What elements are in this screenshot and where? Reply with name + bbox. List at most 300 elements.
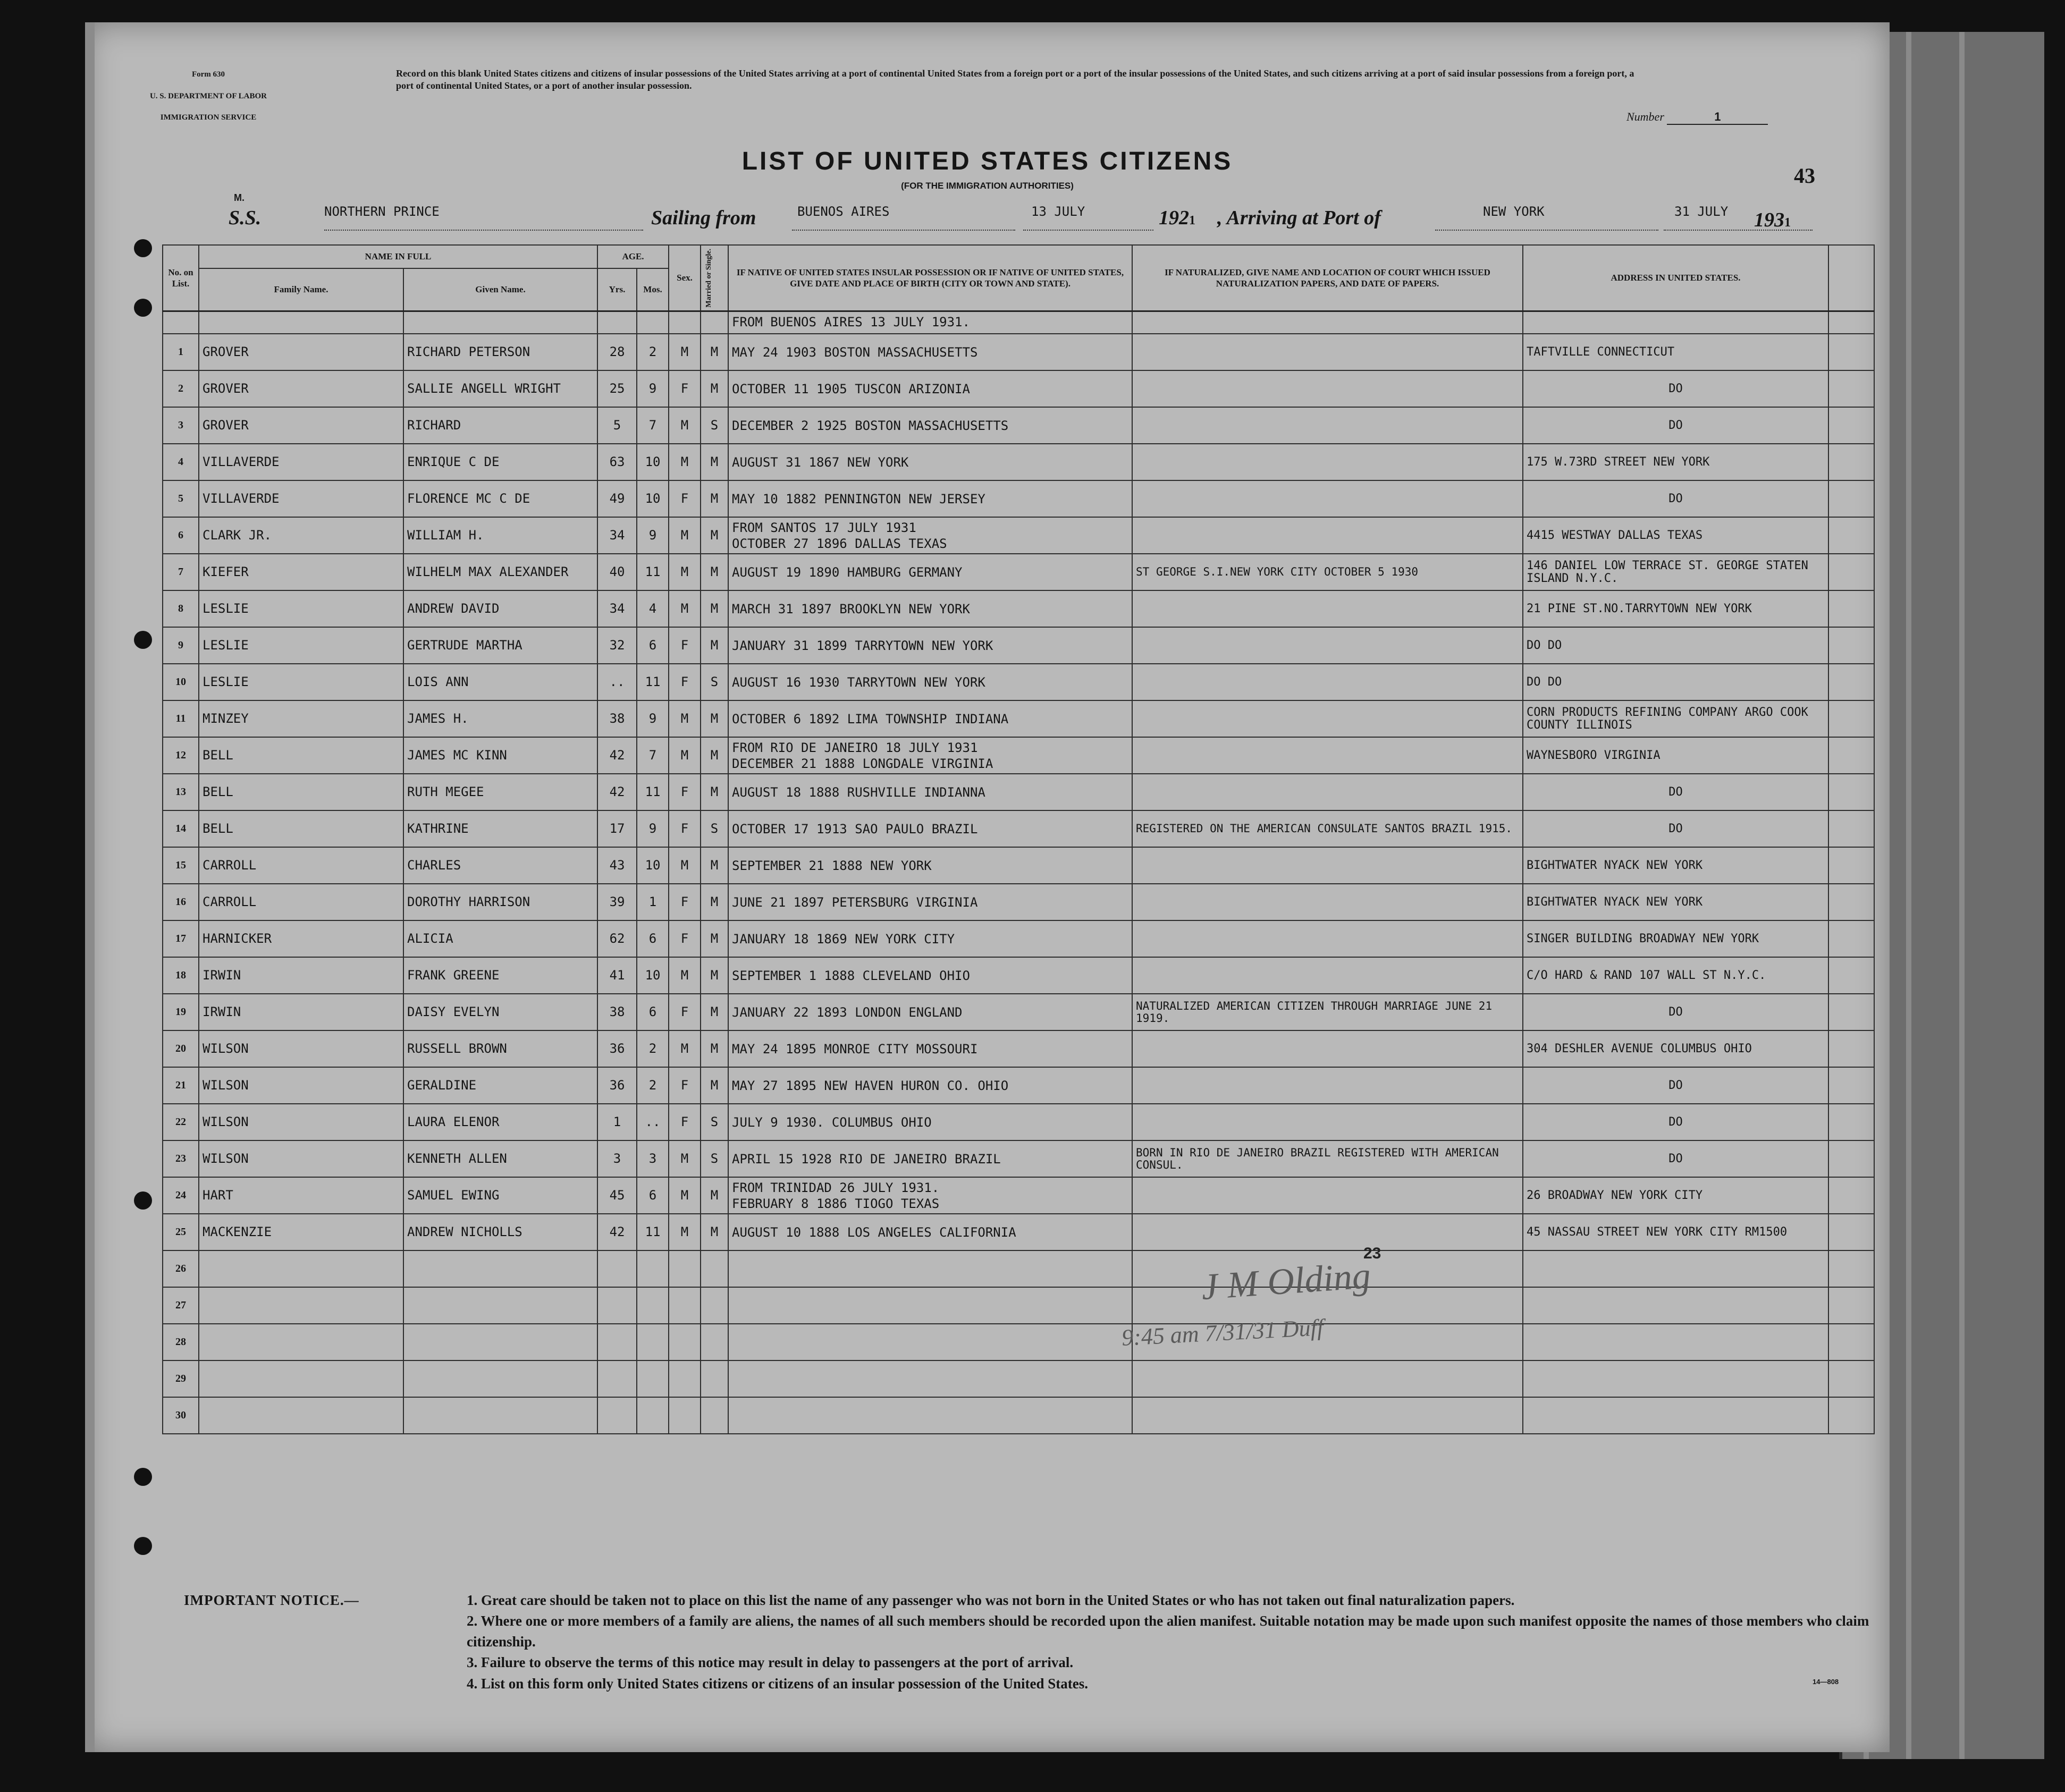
- naturalization: [1132, 444, 1523, 480]
- blank-cell: [1828, 774, 1874, 810]
- col-married: [701, 245, 728, 311]
- page-edge: [1906, 32, 1911, 1759]
- marital-status: M: [701, 700, 728, 737]
- age-years: 25: [597, 370, 637, 407]
- age-months: 9: [637, 517, 669, 554]
- binding-hole: [134, 631, 152, 649]
- age-months: 7: [637, 737, 669, 774]
- naturalization: REGISTERED ON THE AMERICAN CONSULATE SANTOS BRAZIL 1915.: [1132, 810, 1523, 847]
- passenger-row: [163, 664, 1874, 700]
- marital-status: M: [701, 627, 728, 664]
- row-number: 4: [163, 444, 199, 480]
- passenger-row: [163, 1140, 1874, 1177]
- birth-cell: [728, 810, 1132, 847]
- passenger-row: [163, 480, 1874, 517]
- family-name: BELL: [199, 774, 403, 810]
- blank-cell: [1828, 1324, 1874, 1360]
- birth-cell: [728, 700, 1132, 737]
- given-name: [403, 1250, 597, 1287]
- age-years: 36: [597, 1067, 637, 1104]
- row-number: 2: [163, 370, 199, 407]
- age-years: 3: [597, 1140, 637, 1177]
- blank-cell: [1828, 1214, 1874, 1250]
- age-months: 10: [637, 480, 669, 517]
- birth-date-place: OCTOBER 27 1896 DALLAS TEXAS: [732, 536, 947, 551]
- birth-cell: [728, 1214, 1132, 1250]
- sex: F: [669, 1067, 701, 1104]
- row-number: 21: [163, 1067, 199, 1104]
- col-married-label: Married or Single.: [705, 248, 713, 308]
- marital-status: M: [701, 994, 728, 1030]
- sailing-date: 13 JULY: [1031, 204, 1085, 219]
- blank-cell: [1828, 810, 1874, 847]
- sex: M: [669, 517, 701, 554]
- family-name: MINZEY: [199, 700, 403, 737]
- blank-cell: [1828, 1397, 1874, 1434]
- birth-cell: [728, 517, 1132, 554]
- birth-date-place: JANUARY 22 1893 LONDON ENGLAND: [732, 1004, 963, 1020]
- birth-cell: [728, 480, 1132, 517]
- age-months: [637, 1397, 669, 1434]
- row-number: 6: [163, 517, 199, 554]
- row-number: 10: [163, 664, 199, 700]
- address: DO DO: [1523, 627, 1828, 664]
- address: CORN PRODUCTS REFINING COMPANY ARGO COOK COUNTY ILLINOIS: [1523, 700, 1828, 737]
- family-name: IRWIN: [199, 994, 403, 1030]
- blank-cell: [1828, 444, 1874, 480]
- blank-cell: [1828, 370, 1874, 407]
- given-name: GERALDINE: [403, 1067, 597, 1104]
- sailing-year: [1159, 206, 1195, 230]
- sex: [669, 1287, 701, 1324]
- row-number: 1: [163, 334, 199, 370]
- binding-hole: [134, 239, 152, 257]
- family-name: [199, 1360, 403, 1397]
- ms-prefix: M.: [234, 192, 245, 203]
- marital-status: M: [701, 920, 728, 957]
- birth-date-place: FEBRUARY 8 1886 TIOGO TEXAS: [732, 1196, 940, 1211]
- naturalization: [1132, 1397, 1523, 1434]
- given-name: WILLIAM H.: [403, 517, 597, 554]
- age-years: 32: [597, 627, 637, 664]
- naturalization: [1132, 517, 1523, 554]
- sailing-from-label: Sailing from: [651, 207, 756, 229]
- birth-cell: [728, 444, 1132, 480]
- blank-cell: [1828, 590, 1874, 627]
- marital-status: M: [701, 444, 728, 480]
- marital-status: M: [701, 480, 728, 517]
- birth-date-place: MARCH 31 1897 BROOKLYN NEW YORK: [732, 601, 970, 616]
- marital-status: S: [701, 664, 728, 700]
- marital-status: M: [701, 847, 728, 884]
- blank-cell: [1828, 1177, 1874, 1214]
- birth-cell: [728, 664, 1132, 700]
- age-years: 49: [597, 480, 637, 517]
- notice-heading: IMPORTANT NOTICE.—: [184, 1592, 359, 1608]
- blank-cell: [1828, 920, 1874, 957]
- address: WAYNESBORO VIRGINIA: [1523, 737, 1828, 774]
- arrival-port: NEW YORK: [1483, 204, 1545, 219]
- binding-hole: [134, 1537, 152, 1555]
- marital-status: [701, 1360, 728, 1397]
- sex: F: [669, 884, 701, 920]
- passenger-row: [163, 407, 1874, 444]
- family-name: VILLAVERDE: [199, 444, 403, 480]
- given-name: ANDREW DAVID: [403, 590, 597, 627]
- marital-status: M: [701, 774, 728, 810]
- form-number: Form 630: [191, 70, 225, 79]
- notice-item-1-text: 1. Great care should be taken not to place on this list the name of any passenger who was not born in the United States or who has not taken out final naturalization papers.: [467, 1592, 1515, 1608]
- blank-cell: [1828, 554, 1874, 590]
- family-name: BELL: [199, 737, 403, 774]
- address: 4415 WESTWAY DALLAS TEXAS: [1523, 517, 1828, 554]
- port-note: FROM SANTOS 17 JULY 1931: [732, 520, 916, 535]
- age-years: 40: [597, 554, 637, 590]
- passenger-row: [163, 1030, 1874, 1067]
- given-name: FLORENCE MC C DE: [403, 480, 597, 517]
- family-name: BELL: [199, 810, 403, 847]
- passenger-row: [163, 554, 1874, 590]
- passenger-row: [163, 700, 1874, 737]
- naturalization: BORN IN RIO DE JANEIRO BRAZIL REGISTERED WITH AMERICAN CONSUL.: [1132, 1140, 1523, 1177]
- col-family-name: Family Name.: [199, 268, 403, 311]
- given-name: CHARLES: [403, 847, 597, 884]
- age-years: 39: [597, 884, 637, 920]
- passenger-row: [163, 994, 1874, 1030]
- sex: M: [669, 407, 701, 444]
- naturalization: [1132, 957, 1523, 994]
- family-name: VILLAVERDE: [199, 480, 403, 517]
- birth-date-place: AUGUST 10 1888 LOS ANGELES CALIFORNIA: [732, 1224, 1016, 1240]
- sex: F: [669, 1104, 701, 1140]
- birth-date-place: MAY 10 1882 PENNINGTON NEW JERSEY: [732, 491, 985, 506]
- sex: M: [669, 1177, 701, 1214]
- naturalization: [1132, 1067, 1523, 1104]
- given-name: ANDREW NICHOLLS: [403, 1214, 597, 1250]
- age-years: 5: [597, 407, 637, 444]
- ship-name: NORTHERN PRINCE: [324, 204, 440, 219]
- row-number: 3: [163, 407, 199, 444]
- birth-cell: [728, 1177, 1132, 1214]
- marital-status: M: [701, 1214, 728, 1250]
- given-name: GERTRUDE MARTHA: [403, 627, 597, 664]
- birth-cell: [728, 554, 1132, 590]
- stamp-number: 23: [1363, 1245, 1381, 1262]
- sex: M: [669, 1140, 701, 1177]
- marital-status: M: [701, 957, 728, 994]
- given-name: ENRIQUE C DE: [403, 444, 597, 480]
- blank-cell: [1828, 994, 1874, 1030]
- col-sex: Sex.: [669, 245, 701, 311]
- address: 21 PINE ST.NO.TARRYTOWN NEW YORK: [1523, 590, 1828, 627]
- birth-date-place: AUGUST 16 1930 TARRYTOWN NEW YORK: [732, 674, 985, 690]
- passenger-row: [163, 774, 1874, 810]
- binding-hole: [134, 299, 152, 317]
- row-number: 26: [163, 1250, 199, 1287]
- col-address: ADDRESS IN UNITED STATES.: [1523, 245, 1828, 311]
- naturalization: [1132, 627, 1523, 664]
- notice-item-4: 4. List on this form only United States citizens or citizens of an insular possession of the United States.: [467, 1675, 1089, 1692]
- marital-status: M: [701, 737, 728, 774]
- naturalization: ST GEORGE S.I.NEW YORK CITY OCTOBER 5 1930: [1132, 554, 1523, 590]
- col-name-in-full: NAME IN FULL: [199, 245, 597, 268]
- arrival-year-prefix: 193: [1754, 209, 1784, 231]
- birth-date-place: DECEMBER 2 1925 BOSTON MASSACHUSETTS: [732, 418, 1009, 433]
- address: DO DO: [1523, 664, 1828, 700]
- blank-cell: [1828, 1104, 1874, 1140]
- given-name: [403, 1324, 597, 1360]
- passenger-row: [163, 370, 1874, 407]
- passenger-row: [163, 1250, 1874, 1287]
- birth-cell: [728, 590, 1132, 627]
- binding-hole: [134, 1191, 152, 1210]
- blank-cell: [1828, 1067, 1874, 1104]
- naturalization: [1132, 1360, 1523, 1397]
- marital-status: M: [701, 590, 728, 627]
- age-years: [597, 1397, 637, 1434]
- given-name: SAMUEL EWING: [403, 1177, 597, 1214]
- family-name: [199, 1397, 403, 1434]
- col-naturalized: IF NATURALIZED, GIVE NAME AND LOCATION OF COURT WHICH ISSUED NATURALIZATION PAPERS, AND DATE OF PAPERS.: [1132, 245, 1523, 311]
- address: [1523, 1360, 1828, 1397]
- passenger-table: [162, 244, 1875, 1434]
- address: [1523, 1287, 1828, 1324]
- address: 45 NASSAU STREET NEW YORK CITY RM1500: [1523, 1214, 1828, 1250]
- age-years: 63: [597, 444, 637, 480]
- sex: F: [669, 370, 701, 407]
- sex: [669, 1250, 701, 1287]
- family-name: CLARK JR.: [199, 517, 403, 554]
- age-months: 2: [637, 1030, 669, 1067]
- age-years: 62: [597, 920, 637, 957]
- passenger-row: [163, 1287, 1874, 1324]
- row-number: 24: [163, 1177, 199, 1214]
- age-months: 10: [637, 847, 669, 884]
- address: 146 DANIEL LOW TERRACE ST. GEORGE STATEN ISLAND N.Y.C.: [1523, 554, 1828, 590]
- marital-status: S: [701, 1104, 728, 1140]
- marital-status: M: [701, 1177, 728, 1214]
- family-name: GROVER: [199, 407, 403, 444]
- address: TAFTVILLE CONNECTICUT: [1523, 334, 1828, 370]
- age-months: 6: [637, 627, 669, 664]
- col-no: No. on List.: [163, 245, 199, 311]
- blank-cell: [1828, 1030, 1874, 1067]
- sex: M: [669, 444, 701, 480]
- age-years: 38: [597, 994, 637, 1030]
- marital-status: [701, 1397, 728, 1434]
- family-name: GROVER: [199, 334, 403, 370]
- col-age: AGE.: [597, 245, 669, 268]
- age-months: [637, 1250, 669, 1287]
- manifest-sheet: [85, 22, 1890, 1752]
- family-name: CARROLL: [199, 884, 403, 920]
- birth-date-place: OCTOBER 17 1913 SAO PAULO BRAZIL: [732, 821, 978, 836]
- port-note: FROM RIO DE JANEIRO 18 JULY 1931: [732, 740, 978, 755]
- given-name: JAMES MC KINN: [403, 737, 597, 774]
- passenger-row: [163, 444, 1874, 480]
- family-name: HARNICKER: [199, 920, 403, 957]
- sex: F: [669, 774, 701, 810]
- col-yrs: Yrs.: [597, 268, 637, 311]
- row-number: 8: [163, 590, 199, 627]
- naturalization: [1132, 334, 1523, 370]
- sex: F: [669, 480, 701, 517]
- family-name: WILSON: [199, 1067, 403, 1104]
- row-number: 28: [163, 1324, 199, 1360]
- address: DO: [1523, 370, 1828, 407]
- address: 304 DESHLER AVENUE COLUMBUS OHIO: [1523, 1030, 1828, 1067]
- age-years: [597, 1360, 637, 1397]
- form-code: 14—808: [1813, 1678, 1839, 1686]
- sex: M: [669, 700, 701, 737]
- given-name: LAURA ELENOR: [403, 1104, 597, 1140]
- address: [1523, 1324, 1828, 1360]
- birth-cell: [728, 1104, 1132, 1140]
- birth-cell: [728, 627, 1132, 664]
- passenger-row: [163, 847, 1874, 884]
- naturalization: [1132, 700, 1523, 737]
- given-name: FRANK GREENE: [403, 957, 597, 994]
- age-years: [597, 1287, 637, 1324]
- sailing-port-line: [792, 230, 1015, 231]
- naturalization: [1132, 407, 1523, 444]
- row-number: 20: [163, 1030, 199, 1067]
- age-months: 9: [637, 810, 669, 847]
- blank-cell: [1828, 737, 1874, 774]
- given-name: RUTH MEGEE: [403, 774, 597, 810]
- age-years: 17: [597, 810, 637, 847]
- sex: M: [669, 847, 701, 884]
- given-name: SALLIE ANGELL WRIGHT: [403, 370, 597, 407]
- col-blank: [1828, 245, 1874, 311]
- passenger-row: [163, 810, 1874, 847]
- binding-hole: [134, 1468, 152, 1486]
- birth-date-place: OCTOBER 6 1892 LIMA TOWNSHIP INDIANA: [732, 711, 1009, 726]
- family-name: HART: [199, 1177, 403, 1214]
- age-months: 11: [637, 664, 669, 700]
- given-name: RICHARD PETERSON: [403, 334, 597, 370]
- row-number: 11: [163, 700, 199, 737]
- passenger-row: [163, 1104, 1874, 1140]
- age-months: 9: [637, 370, 669, 407]
- arrival-date: 31 JULY: [1674, 204, 1729, 219]
- birth-cell: [728, 334, 1132, 370]
- given-name: DOROTHY HARRISON: [403, 884, 597, 920]
- birth-date-place: DECEMBER 21 1888 LONGDALE VIRGINIA: [732, 756, 993, 771]
- age-years: 45: [597, 1177, 637, 1214]
- birth-cell: [728, 1140, 1132, 1177]
- given-name: JAMES H.: [403, 700, 597, 737]
- address: DO: [1523, 1140, 1828, 1177]
- first-port-note: FROM BUENOS AIRES 13 JULY 1931.: [728, 311, 1132, 334]
- blank-cell: [1828, 884, 1874, 920]
- age-months: 3: [637, 1140, 669, 1177]
- form-identifier: [134, 58, 283, 134]
- document-subtitle: (FOR THE IMMIGRATION AUTHORITIES): [901, 181, 1074, 191]
- family-name: [199, 1324, 403, 1360]
- family-name: [199, 1250, 403, 1287]
- family-name: WILSON: [199, 1140, 403, 1177]
- passenger-row: [163, 1397, 1874, 1434]
- passenger-row: [163, 1360, 1874, 1397]
- sex: [669, 1324, 701, 1360]
- given-name: KENNETH ALLEN: [403, 1140, 597, 1177]
- sex: F: [669, 920, 701, 957]
- col-birth: IF NATIVE OF UNITED STATES INSULAR POSSESSION OR IF NATIVE OF UNITED STATES, GIVE DATE AND PLACE OF BIRTH (CITY OR TOWN AND STATE).: [728, 245, 1132, 311]
- given-name: KATHRINE: [403, 810, 597, 847]
- sex: F: [669, 994, 701, 1030]
- birth-cell: [728, 1324, 1132, 1360]
- sex: F: [669, 627, 701, 664]
- age-years: 42: [597, 737, 637, 774]
- birth-date-place: MAY 24 1903 BOSTON MASSACHUSETTS: [732, 344, 978, 360]
- birth-date-place: JULY 9 1930. COLUMBUS OHIO: [732, 1114, 932, 1130]
- age-months: 6: [637, 994, 669, 1030]
- marital-status: [701, 1324, 728, 1360]
- notice-item-2: 2. Where one or more members of a family are aliens, the names of all such members should be recorded upon the alien manifest. Suitable notation may be made upon such manifest opposite the names of those members who claim citizenship.: [467, 1613, 1869, 1650]
- row-number: 9: [163, 627, 199, 664]
- family-name: LESLIE: [199, 664, 403, 700]
- birth-cell: [728, 1360, 1132, 1397]
- sex: [669, 1360, 701, 1397]
- blank-cell: [1828, 957, 1874, 994]
- notice-item-1: [184, 1590, 1874, 1611]
- birth-cell: [728, 1250, 1132, 1287]
- port-note: FROM TRINIDAD 26 JULY 1931.: [732, 1180, 940, 1195]
- age-years: 36: [597, 1030, 637, 1067]
- age-years: 42: [597, 774, 637, 810]
- address: DO: [1523, 1104, 1828, 1140]
- age-years: ..: [597, 664, 637, 700]
- col-given-name: Given Name.: [403, 268, 597, 311]
- naturalization: [1132, 370, 1523, 407]
- given-name: [403, 1287, 597, 1324]
- sex: M: [669, 590, 701, 627]
- passenger-row: [163, 590, 1874, 627]
- age-months: 2: [637, 334, 669, 370]
- age-years: 28: [597, 334, 637, 370]
- birth-date-place: OCTOBER 11 1905 TUSCON ARIZONIA: [732, 381, 970, 396]
- address: C/O HARD & RAND 107 WALL ST N.Y.C.: [1523, 957, 1828, 994]
- age-years: [597, 1324, 637, 1360]
- naturalization: NATURALIZED AMERICAN CITIZEN THROUGH MARRIAGE JUNE 21 1919.: [1132, 994, 1523, 1030]
- first-port-row: [163, 311, 1874, 334]
- age-months: 11: [637, 1214, 669, 1250]
- naturalization: [1132, 847, 1523, 884]
- arriving-label: , Arriving at Port of: [1217, 207, 1381, 229]
- family-name: LESLIE: [199, 590, 403, 627]
- marital-status: [701, 1250, 728, 1287]
- passenger-row: [163, 1324, 1874, 1360]
- department-name: U. S. DEPARTMENT OF LABOR: [149, 91, 267, 100]
- marital-status: S: [701, 1140, 728, 1177]
- arrival-year: [1754, 208, 1791, 232]
- age-months: 11: [637, 554, 669, 590]
- given-name: WILHELM MAX ALEXANDER: [403, 554, 597, 590]
- family-name: MACKENZIE: [199, 1214, 403, 1250]
- address: DO: [1523, 810, 1828, 847]
- sex: F: [669, 664, 701, 700]
- naturalization: [1132, 1214, 1523, 1250]
- birth-cell: [728, 737, 1132, 774]
- marital-status: M: [701, 370, 728, 407]
- birth-date-place: JANUARY 18 1869 NEW YORK CITY: [732, 931, 955, 946]
- age-months: 4: [637, 590, 669, 627]
- given-name: [403, 1360, 597, 1397]
- age-years: 34: [597, 590, 637, 627]
- passenger-row: [163, 884, 1874, 920]
- important-notice: [184, 1590, 1874, 1694]
